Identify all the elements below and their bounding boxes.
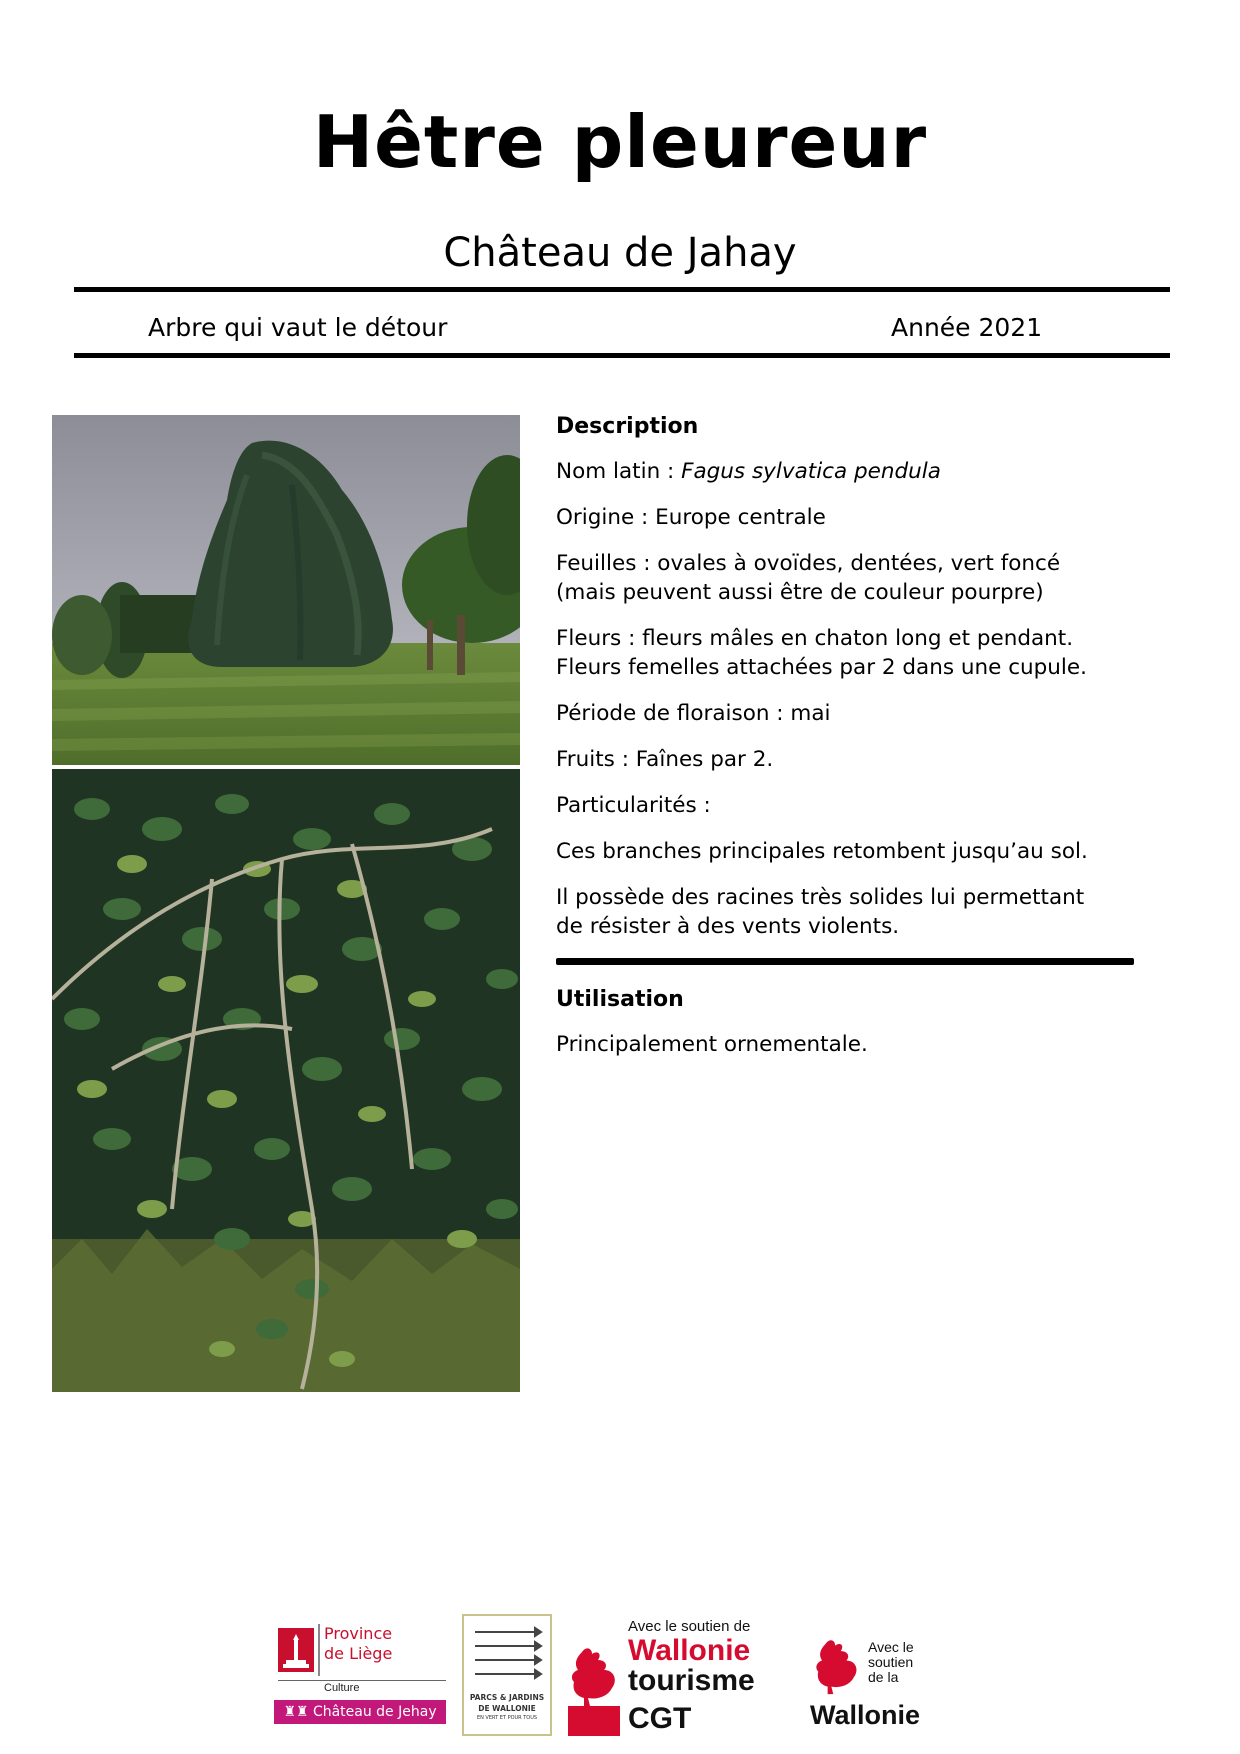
province-culture: Culture [324,1682,360,1694]
province-line2: de Liège [324,1644,393,1663]
flowers [556,624,1116,682]
wallonie-logo [810,1638,940,1734]
latin-value: Fagus sylvatica pendula [681,459,941,484]
parcs-jardins-logo [462,1614,552,1736]
parcs-line3: EN VERT ET POUR TOUS [476,1715,538,1721]
leaves-photo [52,769,520,1392]
parcs-line2: DE WALLONIE [478,1704,536,1713]
origin: Origine : Europe centrale [556,505,826,530]
photo-column [52,415,520,1392]
latin-name [556,457,1116,486]
category-label: Arbre qui vaut le détour [148,313,448,342]
chateau-icon: ♜♜ [283,1704,313,1720]
page-title: Hêtre pleureur [312,100,928,184]
tourisme-wallonie: Wallonie [628,1634,751,1667]
header-rule-bottom [74,353,1170,358]
rooster-icon [568,1646,620,1708]
tree-photo [52,415,520,765]
section-divider [556,958,1134,965]
wal-line1: Avec le [868,1639,914,1655]
parcs-line1: PARCS & JARDINS [469,1693,545,1702]
arrows-icon [471,1624,543,1686]
wal-line2: soutien [868,1654,914,1670]
year-label: Année 2021 [891,313,1043,342]
particularity-roots: Il possède des racines très solides lui permettant de résister à des vents violents. [556,885,1085,939]
particularities-label: Particularités : [556,793,711,818]
rooster-icon-2 [812,1638,862,1696]
leaves: Feuilles : ovales à ovoïdes, dentées, vert foncé (mais peuvent aussi être de couleur pourpre) [556,551,1061,605]
cgt-box [568,1706,620,1736]
page-subtitle: Château de Jahay [443,230,797,276]
perron-icon [278,1628,314,1672]
wal-line4: Wallonie [810,1700,921,1730]
chateau-banner [274,1700,446,1724]
wal-line3: de la [868,1669,899,1685]
chateau-label: Château de Jehay [312,1704,437,1720]
description-heading: Description [556,414,699,439]
flowering-period: Période de floraison : mai [556,701,831,726]
usage-text: Principalement ornementale. [556,1032,868,1057]
tourisme-cgt: CGT [628,1702,692,1735]
flowers-line-2: Fleurs femelles attachées par 2 dans une cupule. [556,655,1087,680]
description-section [556,412,1116,1076]
latin-label: Nom latin : [556,459,682,484]
province-line1: Province [324,1624,393,1643]
tourisme-top: Avec le soutien de [628,1618,751,1635]
fruits: Fruits : Faînes par 2. [556,747,774,772]
tourisme-word: tourisme [628,1664,755,1697]
particularity-branches: Ces branches principales retombent jusqu’au sol. [556,839,1088,864]
flowers-line-1: Fleurs : fleurs mâles en chaton long et pendant. [556,626,1074,651]
wallonie-tourisme-logo [568,1618,766,1736]
header-rule-top [74,287,1170,292]
usage-heading: Utilisation [556,987,684,1012]
province-liege-logo [278,1624,446,1722]
sponsor-logos [0,1610,1240,1740]
